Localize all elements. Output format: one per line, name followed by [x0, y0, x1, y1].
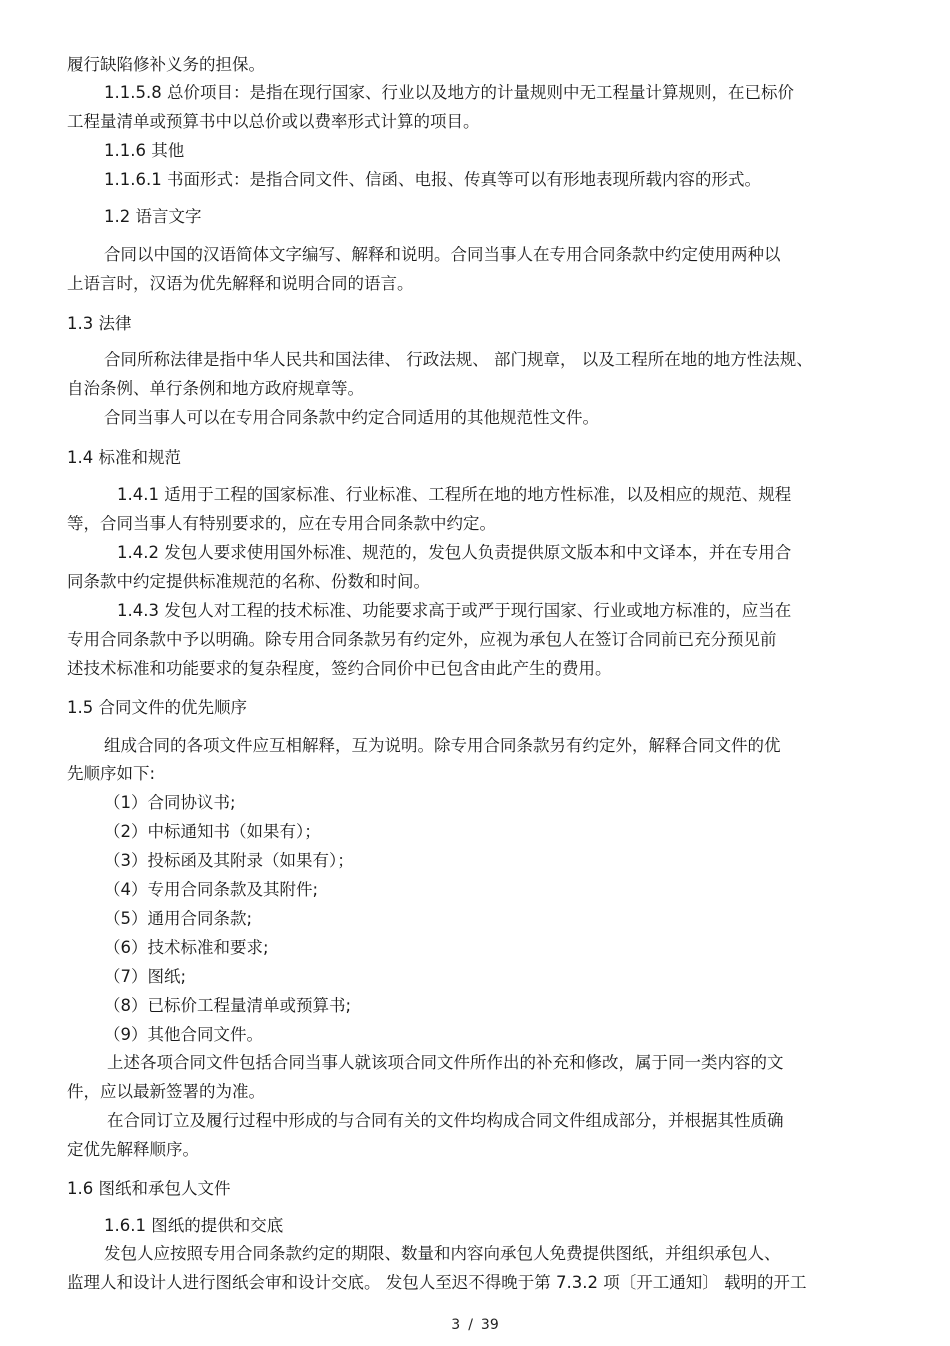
- list-item: （6）技术标准和要求;: [104, 938, 269, 957]
- clause-1-1-6-1: 1.1.6.1 书面形式：是指合同文件、信函、电报、传真等可以有形地表现所载内容的形式。: [104, 170, 761, 189]
- page-separator: /: [468, 1317, 473, 1333]
- heading-1-3: 1.3 法律: [67, 314, 132, 333]
- text-line: 同条款中约定提供标准规范的名称、份数和时间。: [67, 572, 430, 591]
- text-line: 监理人和设计人进行图纸会审和设计交底。 发包人至迟不得晚于第 7.3.2 项〔开工通知〕 载明的开工: [67, 1273, 807, 1292]
- heading-1-5: 1.5 合同文件的优先顺序: [67, 698, 247, 717]
- heading-1-4: 1.4 标准和规范: [67, 448, 181, 467]
- text-line: 自治条例、单行条例和地方政府规章等。: [67, 379, 364, 398]
- heading-1-1-6: 1.1.6 其他: [104, 141, 185, 160]
- clause-1-4-2: 1.4.2 发包人要求使用国外标准、规范的，发包人负责提供原文版本和中文译本，并在专用合: [117, 543, 792, 562]
- clause-1-4-3: 1.4.3 发包人对工程的技术标准、功能要求高于或严于现行国家、行业或地方标准的，应当在: [117, 601, 792, 620]
- list-item: （9）其他合同文件。: [104, 1025, 263, 1044]
- text-line: 合同以中国的汉语简体文字编写、解释和说明。合同当事人在专用合同条款中约定使用两种以: [104, 245, 781, 264]
- heading-1-6-1: 1.6.1 图纸的提供和交底: [104, 1216, 284, 1235]
- text-line: 上述各项合同文件包括合同当事人就该项合同文件所作出的补充和修改，属于同一类内容的文: [107, 1053, 784, 1072]
- list-item: （2）中标通知书（如果有）；: [104, 822, 321, 841]
- total-pages: 39: [480, 1317, 499, 1333]
- page-number: [0, 1317, 950, 1333]
- list-item: （4）专用合同条款及其附件;: [104, 880, 319, 899]
- text-line: 定优先解释顺序。: [67, 1140, 199, 1159]
- text-line: 组成合同的各项文件应互相解释，互为说明。除专用合同条款另有约定外，解释合同文件的优: [104, 736, 781, 755]
- list-item: （8）已标价工程量清单或预算书;: [104, 996, 352, 1015]
- text-line: 合同当事人可以在专用合同条款中约定合同适用的其他规范性文件。: [104, 408, 599, 427]
- current-page: 3: [451, 1317, 461, 1333]
- text-line: 等，合同当事人有特别要求的，应在专用合同条款中约定。: [67, 514, 496, 533]
- text-line: 件，应以最新签署的为准。: [67, 1082, 265, 1101]
- clause-1-4-1: 1.4.1 适用于工程的国家标准、行业标准、工程所在地的地方性标准，以及相应的规范、规程: [117, 485, 792, 504]
- list-item: （3）投标函及其附录（如果有）；: [104, 851, 354, 870]
- clause-1-1-5-8: 1.1.5.8 总价项目：是指在现行国家、行业以及地方的计量规则中无工程量计算规则，在已标价: [104, 83, 794, 102]
- text-line: 专用合同条款中予以明确。除专用合同条款另有约定外，应视为承包人在签订合同前已充分预见前: [67, 630, 777, 649]
- text-line: 述技术标准和功能要求的复杂程度，签约合同价中已包含由此产生的费用。: [67, 659, 612, 678]
- text-line: 先顺序如下:: [67, 764, 156, 783]
- heading-1-6: 1.6 图纸和承包人文件: [67, 1179, 231, 1198]
- text-line: 履行缺陷修补义务的担保。: [67, 55, 265, 74]
- text-line: 上语言时，汉语为优先解释和说明合同的语言。: [67, 274, 414, 293]
- list-item: （5）通用合同条款;: [104, 909, 253, 928]
- list-item: （1）合同协议书;: [104, 793, 236, 812]
- text-line: 发包人应按照专用合同条款约定的期限、数量和内容向承包人免费提供图纸，并组织承包人、: [104, 1244, 781, 1263]
- text-line: 合同所称法律是指中华人民共和国法律、 行政法规、 部门规章， 以及工程所在地的地方性法规、: [104, 350, 813, 369]
- list-item: （7）图纸;: [104, 967, 187, 986]
- text-line: 在合同订立及履行过程中形成的与合同有关的文件均构成合同文件组成部分，并根据其性质确: [107, 1111, 784, 1130]
- text-line: 工程量清单或预算书中以总价或以费率形式计算的项目。: [67, 112, 480, 131]
- heading-1-2: 1.2 语言文字: [104, 207, 202, 226]
